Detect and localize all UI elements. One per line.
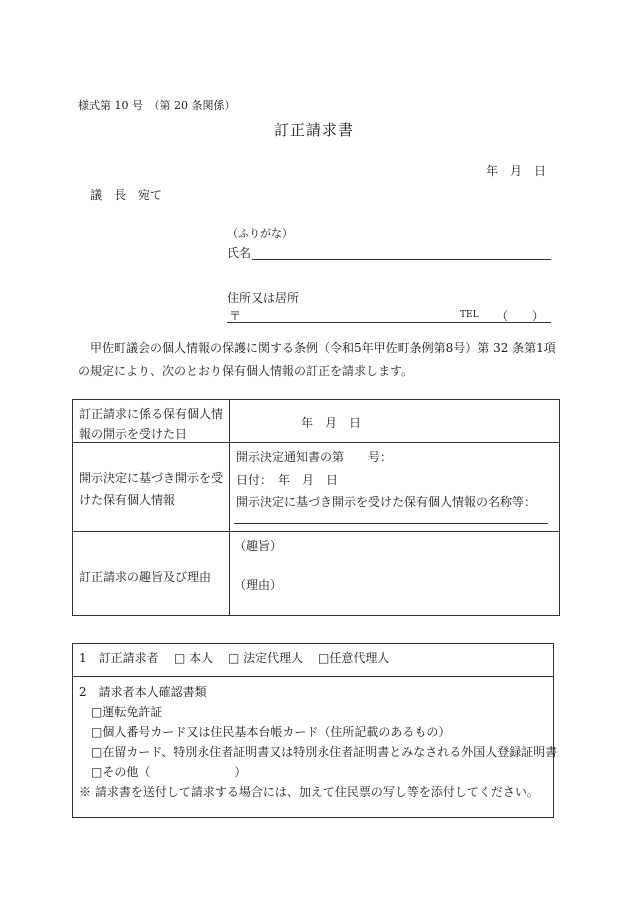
notice-date-line: 日付： 年 月 日 — [236, 473, 339, 487]
disclosure-date-label-cell — [73, 400, 230, 443]
name-label: 氏名 — [227, 246, 252, 260]
form-number: 様式第 10 号 （第 20 条関係） — [78, 99, 236, 112]
disclosure-date-cell[interactable] — [230, 400, 560, 443]
tel-parens: （ ） — [496, 309, 545, 323]
correction-details-table — [72, 399, 560, 616]
purpose-reason-cell[interactable] — [230, 532, 560, 616]
address-label: 住所又は居所 — [227, 291, 300, 305]
postal-mark: 〒 — [229, 309, 242, 323]
requester-option-voluntary-agent[interactable]: □任意代理人 — [318, 651, 390, 665]
requester-label: 1 訂正請求者 — [79, 651, 159, 665]
address-field[interactable] — [227, 322, 551, 323]
disclosure-date-label-1: 訂正請求に係る保有個人情 — [79, 407, 224, 421]
notice-number-prefix: 開示決定通知書の第 — [236, 450, 345, 464]
requester-table — [72, 643, 558, 818]
id-documents-row — [73, 677, 558, 818]
requester-row — [73, 644, 554, 677]
disclosure-date-value: 年 月 日 — [301, 416, 362, 430]
name-field[interactable] — [252, 259, 551, 260]
disclosed-info-name-field[interactable] — [234, 523, 548, 524]
doc-option-other[interactable]: □その他（ ） — [91, 765, 247, 779]
tel-label: TEL — [460, 310, 479, 320]
disclosed-info-label-2: けた保有個人情報 — [79, 493, 176, 507]
intro-line-1: 甲佐町議会の個人情報の保護に関する条例（令和5年甲佐町条例第8号）第 32 条第1項 — [90, 341, 556, 355]
date-line: 年 月 日 — [486, 164, 547, 178]
doc-option-drivers-license[interactable]: □運転免許証 — [91, 705, 163, 719]
addressee: 議 長 宛て — [90, 188, 163, 202]
id-documents-label: 2 請求者本人確認書類 — [79, 685, 207, 699]
purpose-label: （趣旨） — [234, 539, 283, 553]
intro-line-2: の規定により、次のとおり保有個人情報の訂正を請求します。 — [78, 364, 414, 378]
doc-option-residence-card[interactable]: □在留カード、特別永住者証明書又は特別永住者証明書とみなされる外国人登録証明書 — [91, 745, 558, 759]
requester-option-legal-agent[interactable]: □ 法定代理人 — [228, 651, 304, 665]
notice-number-suffix: 号： — [368, 450, 393, 464]
furigana-label: （ふりがな） — [227, 227, 293, 240]
mail-note: ※ 請求書を送付して請求する場合には、加えて住民票の写し等を添付してください。 — [79, 785, 539, 799]
purpose-reason-label-cell — [73, 532, 230, 616]
reason-label: （理由） — [234, 578, 283, 592]
doc-option-my-number-card[interactable]: □個人番号カード又は住民基本台帳カード（住所記載のあるもの） — [91, 725, 451, 739]
disclosed-info-label-1: 開示決定に基づき開示を受 — [79, 471, 224, 485]
disclosure-date-label-2: 報の開示を受けた日 — [79, 427, 188, 441]
disclosed-info-cell — [230, 443, 560, 532]
requester-option-self[interactable]: □ 本人 — [174, 651, 214, 665]
disclosed-info-label-cell — [73, 443, 230, 532]
disclosed-info-name-label: 開示決定に基づき開示を受けた保有個人情報の名称等： — [236, 495, 537, 509]
page-title: 訂正請求書 — [274, 121, 355, 139]
purpose-reason-label: 訂正請求の趣旨及び理由 — [79, 570, 212, 584]
